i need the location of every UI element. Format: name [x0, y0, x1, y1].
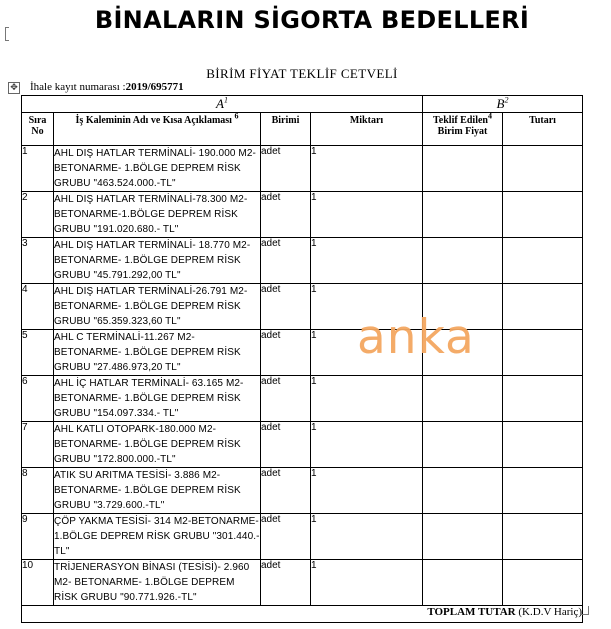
row-description: TRİJENERASYON BİNASI (TESİSİ)- 2.960 M2- BETONARME- 1.BÖLGE DEPREM RİSK GRUBU "90.771.926.-TL" — [54, 560, 261, 606]
row-description: AHL DIŞ HATLAR TERMİNALİ- 190.000 M2- BETONARME- 1.BÖLGE DEPREM RİSK GRUBU "463.524.000.-TL" — [54, 146, 261, 192]
row-unit-price-cell[interactable] — [423, 422, 503, 468]
row-quantity: 1 — [311, 560, 423, 606]
table-row — [22, 514, 583, 560]
row-quantity: 1 — [311, 422, 423, 468]
row-amount-cell[interactable] — [503, 468, 583, 514]
row-number: 7 — [22, 422, 54, 468]
table-row — [22, 422, 583, 468]
row-description: AHL İÇ HATLAR TERMİNALİ- 63.165 M2-BETONARME- 1.BÖLGE DEPREM RİSK GRUBU "154.097.334.- TL" — [54, 376, 261, 422]
group-header-a: $A^1$ — [22, 96, 423, 113]
table-row — [22, 284, 583, 330]
row-unit: adet — [261, 284, 311, 330]
row-description: ATIK SU ARITMA TESİSİ- 3.886 M2-BETONARME- 1.BÖLGE DEPREM RİSK GRUBU "3.729.600.-TL" — [54, 468, 261, 514]
table-row — [22, 376, 583, 422]
row-quantity: 1 — [311, 514, 423, 560]
row-unit: adet — [261, 238, 311, 284]
row-unit: adet — [261, 330, 311, 376]
row-unit: adet — [261, 146, 311, 192]
row-number: 3 — [22, 238, 54, 284]
row-amount-cell[interactable] — [503, 238, 583, 284]
total-label: TOPLAM TUTAR — [427, 606, 516, 618]
row-description: AHL KATLI OTOPARK-180.000 M2-BETONARME- 1.BÖLGE DEPREM RİSK GRUBU "172.800.000.-TL" — [54, 422, 261, 468]
row-amount-cell[interactable] — [503, 284, 583, 330]
ihale-number: 2019/695771 — [125, 81, 184, 93]
ihale-kayit-line — [30, 81, 184, 93]
row-amount-cell[interactable] — [503, 192, 583, 238]
table-row — [22, 560, 583, 606]
row-number: 9 — [22, 514, 54, 560]
row-unit: adet — [261, 422, 311, 468]
row-unit-price-cell[interactable] — [423, 468, 503, 514]
table-row — [22, 192, 583, 238]
col-header-birimi: Birimi — [261, 113, 311, 146]
row-quantity: 1 — [311, 284, 423, 330]
row-number: 5 — [22, 330, 54, 376]
row-quantity: 1 — [311, 192, 423, 238]
row-unit-price-cell[interactable] — [423, 192, 503, 238]
row-amount-cell[interactable] — [503, 560, 583, 606]
col-header-tutari: Tutarı — [503, 113, 583, 146]
price-table — [21, 95, 583, 623]
document-subtitle: BİRİM FİYAT TEKLİF CETVELİ — [206, 66, 398, 81]
row-unit-price-cell[interactable] — [423, 238, 503, 284]
total-cell — [22, 606, 583, 623]
total-row — [22, 606, 583, 623]
row-unit-price-cell[interactable] — [423, 376, 503, 422]
row-unit: adet — [261, 468, 311, 514]
total-note: (K.D.V Hariç) — [515, 606, 583, 618]
table-row — [22, 468, 583, 514]
row-quantity: 1 — [311, 238, 423, 284]
row-unit-price-cell[interactable] — [423, 560, 503, 606]
text-cursor-marker — [5, 27, 9, 41]
table-row — [22, 238, 583, 284]
row-unit: adet — [261, 192, 311, 238]
row-amount-cell[interactable] — [503, 330, 583, 376]
group-header-b: $B^2$ — [423, 96, 583, 113]
row-unit: adet — [261, 376, 311, 422]
row-quantity: 1 — [311, 146, 423, 192]
page-corner-marker — [580, 606, 589, 615]
col-header-miktari: Miktarı — [311, 113, 423, 146]
table-row — [22, 146, 583, 192]
row-number: 10 — [22, 560, 54, 606]
ihale-label: İhale kayıt numarası : — [30, 81, 126, 93]
row-unit-price-cell[interactable] — [423, 514, 503, 560]
row-quantity: 1 — [311, 330, 423, 376]
document-title: BİNALARIN SİGORTA BEDELLERİ — [94, 6, 530, 34]
row-description: AHL C TERMİNALİ-11.267 M2-BETONARME- 1.BÖLGE DEPREM RİSK GRUBU "27.486.973,20 TL" — [54, 330, 261, 376]
table-move-handle-icon[interactable]: ✥ — [8, 82, 20, 94]
row-description: AHL DIŞ HATLAR TERMİNALİ- 18.770 M2-BETONARME- 1.BÖLGE DEPREM RİSK GRUBU "45.791.292,00 TL" — [54, 238, 261, 284]
row-unit-price-cell[interactable] — [423, 146, 503, 192]
row-unit: adet — [261, 514, 311, 560]
row-number: 6 — [22, 376, 54, 422]
row-description: ÇÖP YAKMA TESİSİ- 314 M2-BETONARME- 1.BÖLGE DEPREM RİSK GRUBU "301.440.-TL" — [54, 514, 261, 560]
row-description: AHL DIŞ HATLAR TERMİNALİ-26.791 M2-BETONARME- 1.BÖLGE DEPREM RİSK GRUBU "65.359.323,60 TL" — [54, 284, 261, 330]
col-header-sira-no: Sıra No — [22, 113, 54, 146]
row-amount-cell[interactable] — [503, 146, 583, 192]
col-header-teklif-birim-fiyat: Teklif Edilen$^4$ Birim Fiyat — [423, 113, 503, 146]
anka-watermark-logo: anka — [357, 310, 475, 365]
col-header-is-kalemi: İş Kaleminin Adı ve Kısa Açıklaması $^6$ — [54, 113, 261, 146]
row-unit: adet — [261, 560, 311, 606]
row-quantity: 1 — [311, 376, 423, 422]
row-quantity: 1 — [311, 468, 423, 514]
table-row — [22, 330, 583, 376]
row-number: 2 — [22, 192, 54, 238]
row-number: 1 — [22, 146, 54, 192]
row-number: 4 — [22, 284, 54, 330]
row-amount-cell[interactable] — [503, 514, 583, 560]
row-amount-cell[interactable] — [503, 422, 583, 468]
row-description: AHL DIŞ HATLAR TERMİNALİ-78.300 M2-BETONARME-1.BÖLGE DEPREM RİSK GRUBU "191.020.680.- TL" — [54, 192, 261, 238]
row-number: 8 — [22, 468, 54, 514]
row-amount-cell[interactable] — [503, 376, 583, 422]
